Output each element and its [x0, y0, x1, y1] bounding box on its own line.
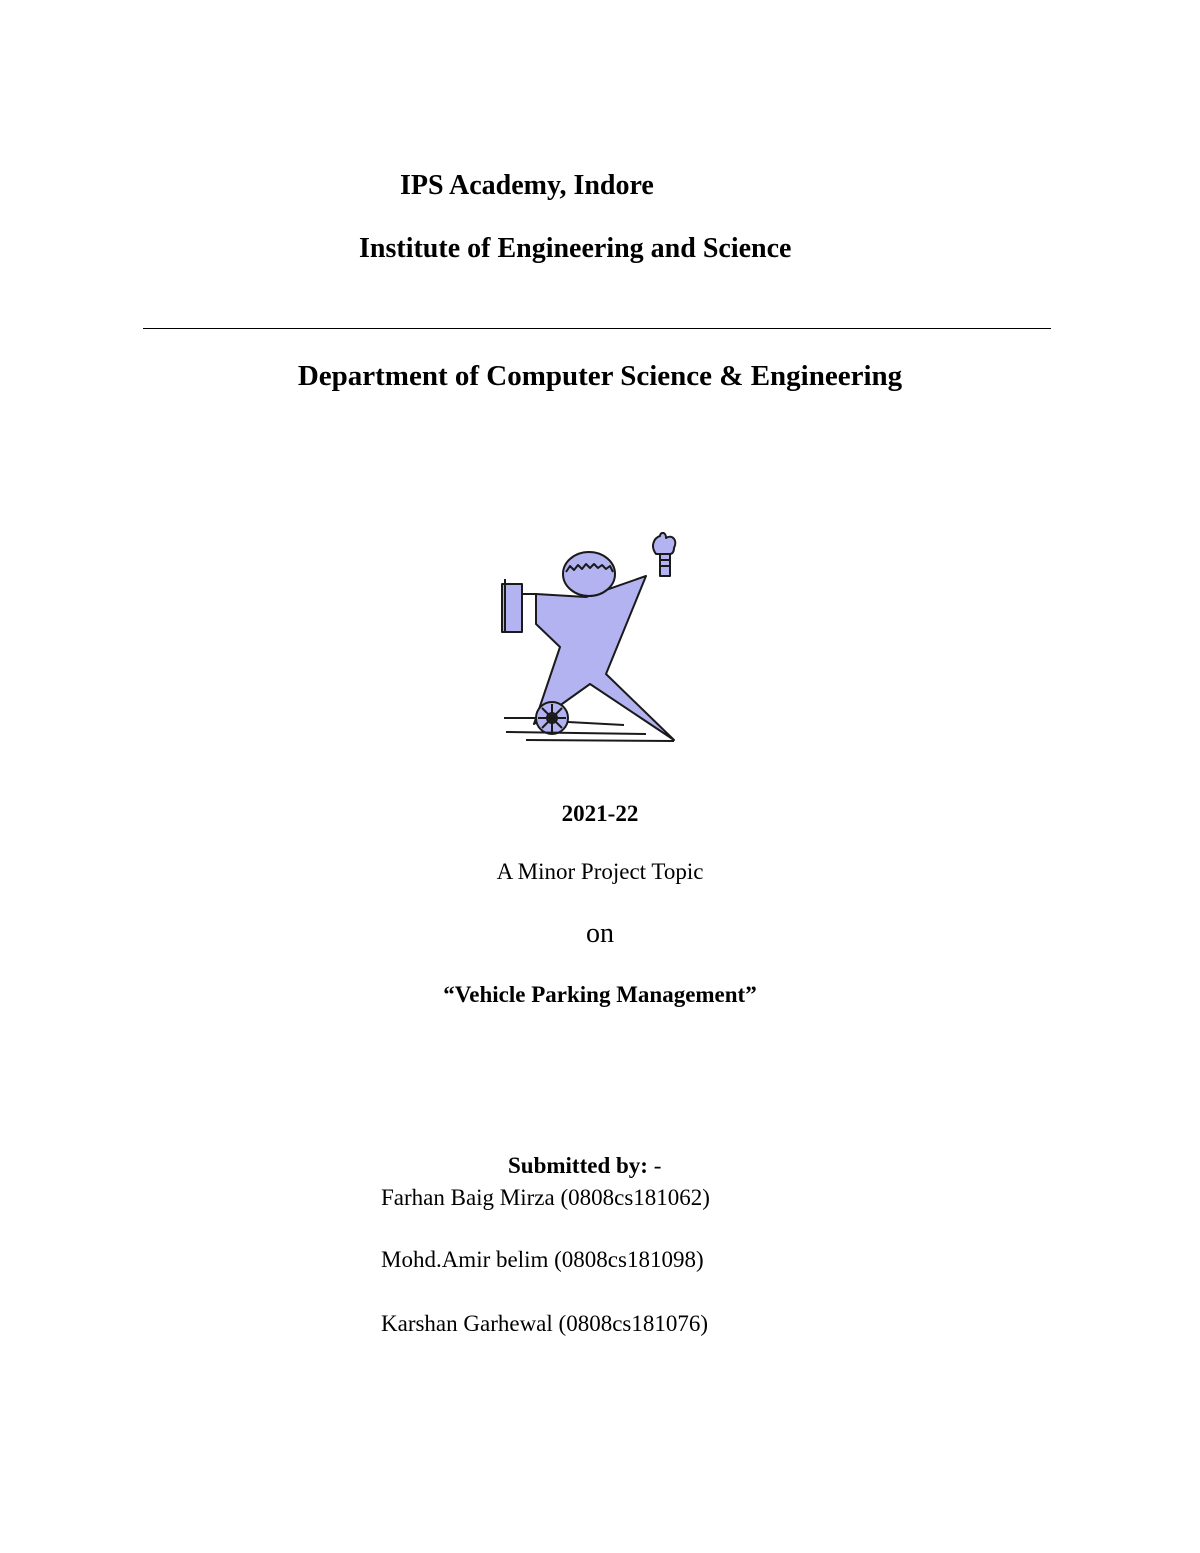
submitted-by-heading [508, 1153, 661, 1179]
horizontal-rule [143, 328, 1051, 329]
project-type: A Minor Project Topic [496, 859, 704, 884]
ips-academy-logo [496, 532, 696, 747]
institution-name: IPS Academy, Indore [400, 170, 654, 201]
department-name: Department of Computer Science & Engineering [297, 360, 903, 392]
submitted-by-label: Submitted by: [508, 1153, 648, 1178]
project-title: “Vehicle Parking Management” [443, 982, 757, 1007]
logo-torch-flame [653, 533, 675, 554]
academic-year: 2021-22 [561, 801, 639, 826]
institution-subtitle: Institute of Engineering and Science [359, 233, 792, 264]
team-member: Farhan Baig Mirza (0808cs181062) [381, 1185, 710, 1210]
submitted-by-dash: - [647, 1153, 662, 1178]
logo-head [563, 552, 615, 596]
project-connector: on [586, 918, 614, 949]
team-member: Mohd.Amir belim (0808cs181098) [381, 1247, 704, 1272]
team-member: Karshan Garhewal (0808cs181076) [381, 1311, 709, 1336]
